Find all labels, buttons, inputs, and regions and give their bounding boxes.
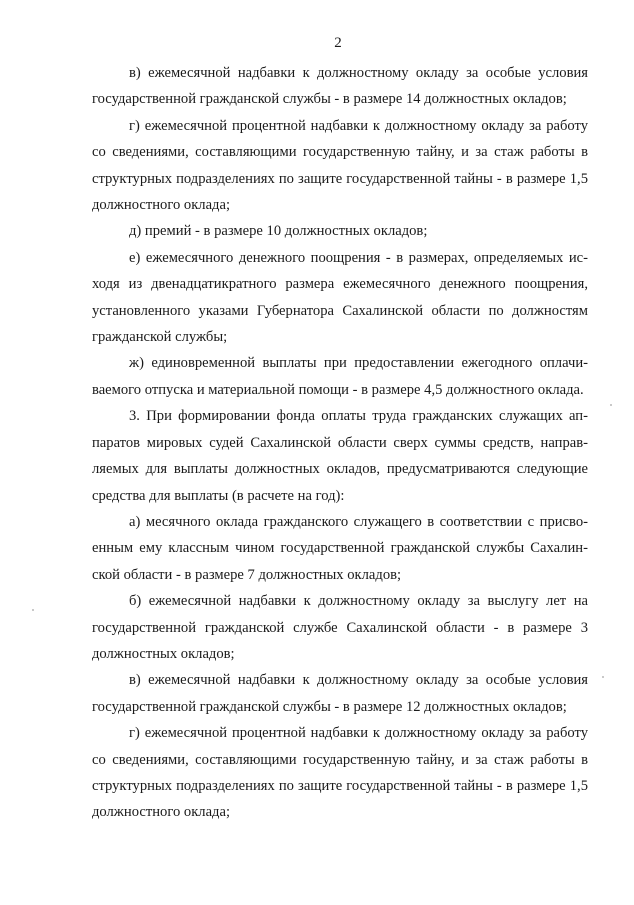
paragraph: г) ежемесячной процентной надбавки к должностному окладу за работу со сведениями, составляющими государственную тайну, и за стаж работы в структурных подразделениях по защите государственной тайны - в размере 1,5 должностного оклада;	[92, 725, 588, 821]
paragraph: в) ежемесячной надбавки к должностному окладу за особые условия государственной гражданской службы - в размере 14 должностных окладов;	[92, 65, 588, 108]
scan-speck	[602, 676, 604, 678]
paragraph: в) ежемесячной надбавки к должностному окладу за особые условия государственной гражданской службы - в размере 12 должностных окладов;	[92, 672, 588, 715]
page-number: 2	[334, 35, 342, 51]
paragraph: б) ежемесячной надбавки к должностному окладу за выслугу лет на государственной гражданской службе Сахалинской области - в размере 3 должностных окладов;	[92, 593, 588, 662]
paragraph: е) ежемесячного денежного поощрения - в размерах, определяемых исходя из двенадцатикратного размера ежемесячного денежного поощрения, установленного указами Губернатора Сахалинской области по должностям гражданской службы;	[92, 249, 588, 346]
paragraph: а) месячного оклада гражданского служащего в соответствии с присвоенным ему классным чином государственной гражданской службы Сахалинской области - в размере 7 должностных окладов;	[92, 513, 588, 583]
paragraph: г) ежемесячной процентной надбавки к должностному окладу за работу со сведениями, составляющими государственную тайну, и за стаж работы в структурных подразделениях по защите государственной тайны - в размере 1,5 должностного оклада;	[92, 117, 588, 214]
document-body	[92, 60, 588, 826]
scan-speck	[610, 404, 612, 406]
paragraph: д) премий - в размере 10 должностных окладов;	[129, 223, 428, 240]
paragraph: ж) единовременной выплаты при предоставлении ежегодного оплачиваемого отпуска и материальной помощи - в размере 4,5 должностного оклада.	[92, 355, 588, 398]
paragraph: 3. При формировании фонда оплаты труда гражданских служащих аппаратов мировых судей Сахалинской области сверх суммы средств, направляемых для выплаты должностных окладов, предусматриваются следующие средства для выплаты (в расчете на год):	[92, 408, 588, 504]
scan-speck	[32, 609, 34, 611]
